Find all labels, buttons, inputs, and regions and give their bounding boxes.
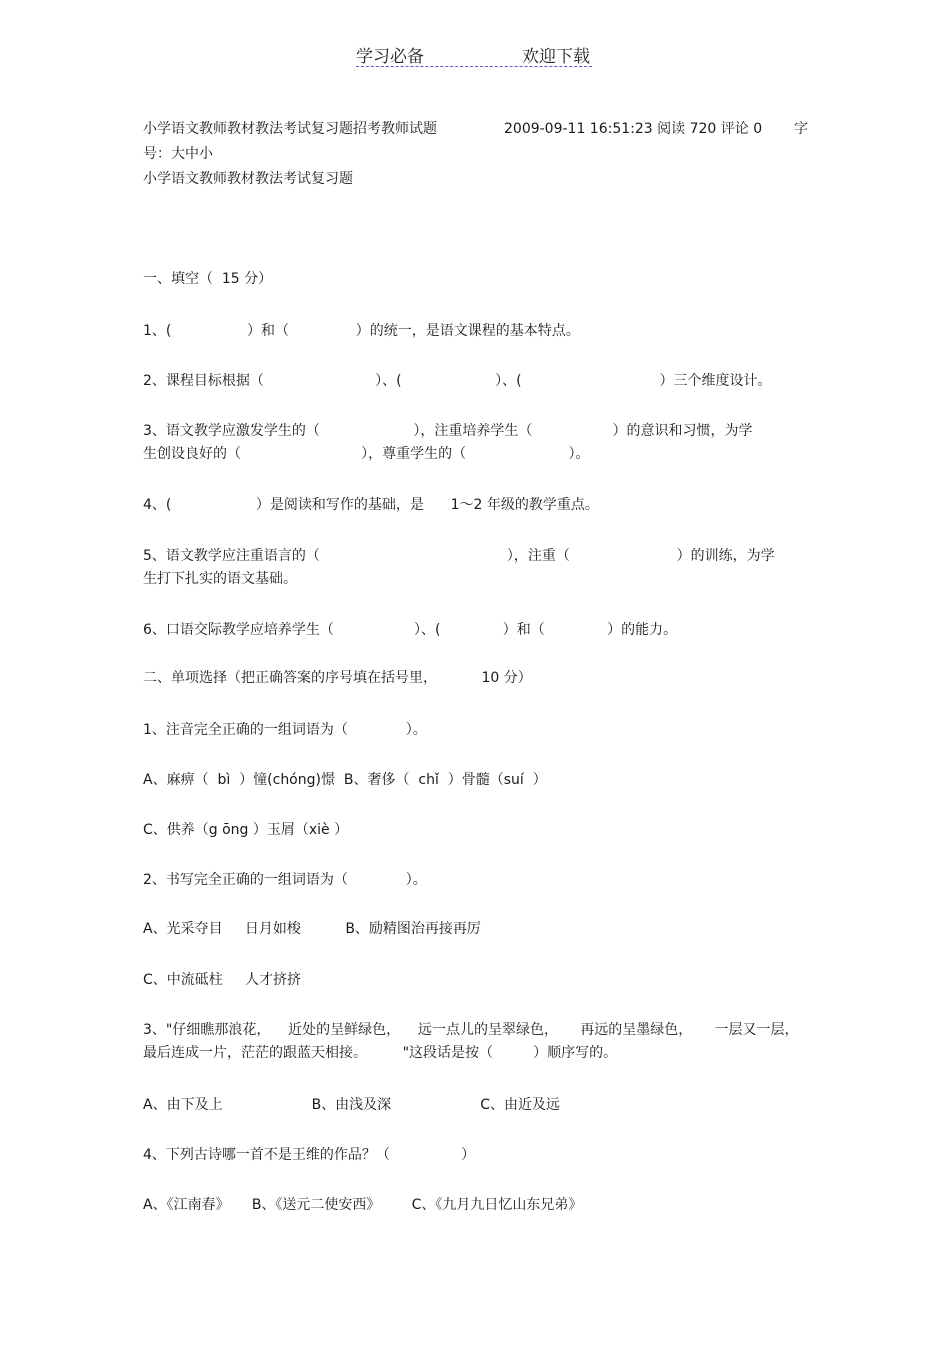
option-line: A、《江南春》 B、《送元二使安西》 C、《九月九日忆山东兄弟》: [143, 1197, 583, 1213]
article-title: 小学语文教师教材教法考试复习题招考教师试题: [143, 121, 437, 137]
article-zi: 字: [794, 121, 808, 137]
article-font-size-line: 号：大中小: [143, 146, 213, 162]
option-line: C、供养（g ōng ）玉屑（xiè ）: [143, 822, 349, 838]
section-fill-blank-heading: 一、填空（ 15 分）: [143, 271, 273, 287]
question-line: 6、口语交际教学应培养学生（ ）、( ）和（ ）的能力。: [143, 622, 678, 638]
question-line: 2、书写完全正确的一组词语为（ ）。: [143, 872, 427, 888]
question-line: 4、( ）是阅读和写作的基础，是 1～2 年级的教学重点。: [143, 497, 599, 513]
article-meta-line: [143, 119, 808, 139]
question-line: 1、注音完全正确的一组词语为（ ）。: [143, 722, 427, 738]
question-line: 3、语文教学应激发学生的（ ），注重培养学生（ ）的意识和习惯，为学: [143, 423, 753, 439]
section-single-choice-heading: 二、单项选择（把正确答案的序号填在括号里， 10 分）: [143, 670, 532, 686]
article-subtitle: 小学语文教师教材教法考试复习题: [143, 171, 353, 187]
option-line: A、麻痹（ bì ）憧(chóng)憬 B、奢侈（ chǐ ）骨髓（suí ）: [143, 772, 547, 788]
question-line: 2、课程目标根据（ ）、( ）、( ）三个维度设计。: [143, 373, 772, 389]
header-right-text: 欢迎下载: [522, 47, 590, 67]
article-stats: 2009-09-11 16:51:23 阅读 720 评论 0: [504, 121, 763, 137]
question-line: 5、语文教学应注重语言的（ ），注重（ ）的训练，为学: [143, 548, 775, 564]
question-line: 4、下列古诗哪一首不是王维的作品？（ ）: [143, 1147, 476, 1163]
option-line: A、光采夺目 日月如梭 B、励精图治再接再厉: [143, 921, 481, 937]
header-left-text: 学习必备: [356, 47, 424, 67]
question-line: 3、"仔细瞧那浪花， 近处的呈鲜绿色， 远一点儿的呈翠绿色， 再远的呈墨绿色， 一层又一层，: [143, 1022, 799, 1038]
option-line: C、中流砥柱 人才挤挤: [143, 972, 302, 988]
page-header: [356, 40, 592, 67]
option-line: A、由下及上 B、由浅及深 C、由近及远: [143, 1097, 560, 1113]
question-line: 最后连成一片，茫茫的跟蓝天相接。 "这段话是按（ ）顺序写的。: [143, 1045, 618, 1061]
question-line: 生打下扎实的语文基础。: [143, 571, 297, 587]
question-line: 1、( ）和（ ）的统一，是语文课程的基本特点。: [143, 323, 580, 339]
question-line: 生创设良好的（ ），尊重学生的（ ）。: [143, 446, 590, 462]
